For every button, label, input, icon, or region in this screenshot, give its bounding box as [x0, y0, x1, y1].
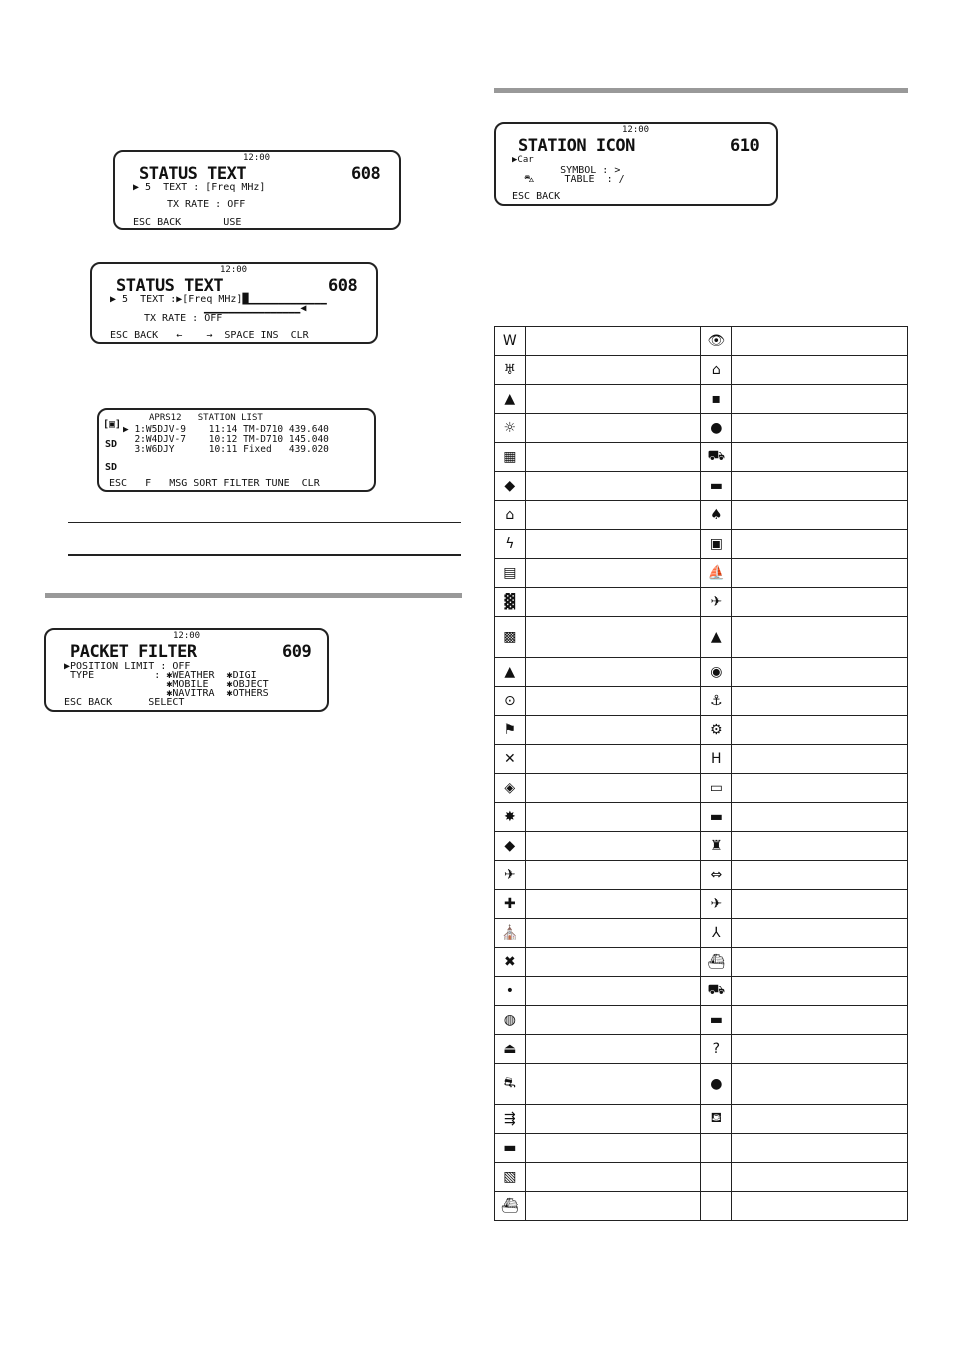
note-rule-bottom [68, 554, 461, 556]
softkey-row: ESC BACK ← → SPACE INS CLR [110, 330, 309, 341]
icon-right-icon [701, 1163, 732, 1192]
filter-line-4: ✱NAVITRA ✱OTHERS [64, 688, 269, 699]
softkey-row: ESC F MSG SORT FILTER TUNE CLR [109, 478, 320, 489]
table-row [495, 617, 908, 658]
clock: 12:00 [622, 125, 650, 135]
icon-name-right [732, 617, 908, 658]
note-rule-top [68, 522, 461, 523]
icon-name-right [732, 472, 908, 501]
icon-left-icon: ⏏ [495, 1035, 526, 1064]
menu-number: 609 [282, 642, 312, 662]
icon-name-left [525, 385, 701, 414]
icon-right-icon: ⛟ [701, 443, 732, 472]
icon-left-icon: ✖ [495, 948, 526, 977]
status-text-screen-2 [90, 262, 378, 344]
table-row [495, 530, 908, 559]
icon-name-left [525, 1192, 701, 1221]
side-icon-1: [▣] [103, 419, 122, 430]
icon-right-icon: ▭ [701, 774, 732, 803]
icon-left-icon: ✸ [495, 803, 526, 832]
table-row [495, 1163, 908, 1192]
icon-right-icon: ▬ [701, 803, 732, 832]
icon-name-right [732, 1035, 908, 1064]
icon-right-icon [701, 1192, 732, 1221]
icon-right-icon: ● [701, 414, 732, 443]
filter-line-2: TYPE : ✱WEATHER ✱DIGI [64, 670, 257, 681]
table-row [495, 1192, 908, 1221]
icon-name-right [732, 832, 908, 861]
icon-left-icon: W [495, 327, 526, 356]
icon-name-right [732, 327, 908, 356]
icon-left-icon: ▓ [495, 588, 526, 617]
table-row [495, 327, 908, 356]
icon-name-left [525, 443, 701, 472]
icon-name-left [525, 530, 701, 559]
icon-right-icon: ⛟ [701, 977, 732, 1006]
icon-name-right [732, 501, 908, 530]
table-row [495, 1134, 908, 1163]
table-row [495, 803, 908, 832]
icon-name-left [525, 687, 701, 716]
icon-right-icon: ⛾ [701, 1105, 732, 1134]
screen-title: STATUS TEXT [116, 276, 224, 296]
table-row [495, 716, 908, 745]
icon-name-left [525, 658, 701, 687]
icon-name-left [525, 745, 701, 774]
icon-name-right [732, 530, 908, 559]
table-row [495, 443, 908, 472]
icon-name-right [732, 1192, 908, 1221]
icon-right-icon: ⚙ [701, 716, 732, 745]
text-line: ▶ 5 TEXT : [Freq MHz] [133, 182, 266, 193]
icon-right-icon: ⇔ [701, 861, 732, 890]
icon-name-left [525, 617, 701, 658]
icon-right-icon: ⅄ [701, 919, 732, 948]
clock: 12:00 [220, 265, 248, 275]
side-icon-2: SD [105, 439, 118, 450]
icon-right-icon: ⛴ [701, 948, 732, 977]
icon-name-left [525, 1035, 701, 1064]
section-bar-left [45, 593, 462, 598]
icon-name-right [732, 414, 908, 443]
icon-name-right [732, 1105, 908, 1134]
icon-name-left [525, 803, 701, 832]
icon-name-left [525, 588, 701, 617]
icon-name-left [525, 414, 701, 443]
icon-name-left [525, 327, 701, 356]
icon-name-right [732, 687, 908, 716]
table-row [495, 472, 908, 501]
status-text-screen-1 [113, 150, 401, 230]
icon-table [494, 326, 908, 1221]
icon-left-icon: ▲ [495, 658, 526, 687]
station-row: 2:W4DJV-7 10:12 TM-D710 145.040 [123, 434, 329, 445]
icon-name-left [525, 1134, 701, 1163]
list-header: APRS12 STATION LIST [149, 413, 263, 423]
filter-line-1: ▶POSITION LIMIT : OFF [64, 661, 191, 672]
table-row [495, 861, 908, 890]
packet-filter-screen [44, 628, 329, 712]
table-row [495, 356, 908, 385]
station-row: 3:W6DJY 10:11 Fixed 439.020 [123, 444, 329, 455]
icon-name-left [525, 774, 701, 803]
icon-left-icon: • [495, 977, 526, 1006]
icon-name-right [732, 948, 908, 977]
icon-table-body [495, 327, 908, 1221]
table-row [495, 919, 908, 948]
icon-left-icon: ✕ [495, 745, 526, 774]
icon-name-left [525, 948, 701, 977]
screen-title: STATION ICON [518, 136, 635, 156]
icon-left-icon: ▲ [495, 385, 526, 414]
icon-name-right [732, 803, 908, 832]
table-line: ⛍ TABLE : / [512, 174, 625, 185]
icon-name-left [525, 356, 701, 385]
icon-left-icon: ⊙ [495, 687, 526, 716]
icon-left-icon: ✈ [495, 861, 526, 890]
icon-left-icon: ⛐ [495, 1064, 526, 1105]
icon-name-left [525, 919, 701, 948]
icon-left-icon: ▤ [495, 559, 526, 588]
icon-left-icon: ✚ [495, 890, 526, 919]
station-icon-screen [494, 122, 778, 206]
tx-rate-line: TX RATE : OFF [167, 199, 246, 210]
table-row [495, 1105, 908, 1134]
icon-right-icon: ● [701, 1064, 732, 1105]
icon-name-left [525, 1006, 701, 1035]
icon-name-right [732, 890, 908, 919]
icon-left-icon: ⇶ [495, 1105, 526, 1134]
menu-number: 610 [730, 136, 760, 156]
icon-name-right [732, 658, 908, 687]
icon-name-left [525, 977, 701, 1006]
icon-name-left [525, 1105, 701, 1134]
symbol-line: SYMBOL : > [512, 165, 621, 176]
icon-name-right [732, 559, 908, 588]
softkey-row: ESC BACK USE [133, 217, 242, 228]
icon-name-left [525, 716, 701, 745]
icon-right-icon: ▬ [701, 1006, 732, 1035]
side-icon-3: SD [105, 462, 118, 473]
table-row [495, 1064, 908, 1105]
clock: 12:00 [243, 153, 271, 163]
icon-left-icon: ◍ [495, 1006, 526, 1035]
icon-left-icon: ◆ [495, 472, 526, 501]
icon-right-icon: 👁 [701, 327, 732, 356]
icon-name-right [732, 1163, 908, 1192]
icon-name-left [525, 472, 701, 501]
icon-name-left [525, 832, 701, 861]
icon-left-icon: ⚑ [495, 716, 526, 745]
screen-title: STATUS TEXT [139, 164, 247, 184]
icon-name-right [732, 977, 908, 1006]
table-row [495, 1006, 908, 1035]
icon-name-right [732, 1064, 908, 1105]
icon-right-icon: ▲ [701, 617, 732, 658]
table-row [495, 948, 908, 977]
icon-right-icon: ? [701, 1035, 732, 1064]
icon-name-left [525, 861, 701, 890]
icon-right-icon: ▣ [701, 530, 732, 559]
icon-name-right [732, 716, 908, 745]
icon-left-icon: ⌂ [495, 501, 526, 530]
icon-left-icon: ▬ [495, 1134, 526, 1163]
table-row [495, 501, 908, 530]
screen-title: PACKET FILTER [70, 642, 197, 662]
table-row [495, 745, 908, 774]
icon-left-icon: ◆ [495, 832, 526, 861]
icon-name-left [525, 1163, 701, 1192]
icon-right-icon: ⛵ [701, 559, 732, 588]
icon-right-icon: ✈ [701, 890, 732, 919]
icon-name-right [732, 443, 908, 472]
icon-right-icon: ▬ [701, 472, 732, 501]
icon-name-left [525, 559, 701, 588]
icon-left-icon: ☼ [495, 414, 526, 443]
icon-name-left [525, 1064, 701, 1105]
icon-name-left [525, 501, 701, 530]
table-row [495, 1035, 908, 1064]
section-bar-right [494, 88, 908, 93]
icon-right-icon: ▪ [701, 385, 732, 414]
table-row [495, 774, 908, 803]
icon-name-right [732, 1134, 908, 1163]
icon-right-icon [701, 1134, 732, 1163]
icon-left-icon: ⛴ [495, 1192, 526, 1221]
text-line-continuation: ▁▁▁▁▁▁▁▁▁▁▁▁▁▁▁▁◀ [204, 303, 307, 314]
table-row [495, 832, 908, 861]
table-row [495, 559, 908, 588]
icon-name-right [732, 1006, 908, 1035]
icon-name-line: ▶Car [512, 155, 534, 165]
filter-line-3: ✱MOBILE ✱OBJECT [64, 679, 269, 690]
icon-right-icon: ⌂ [701, 356, 732, 385]
icon-left-icon: ♅ [495, 356, 526, 385]
icon-name-right [732, 356, 908, 385]
icon-left-icon: ◈ [495, 774, 526, 803]
station-row: ▶ 1:W5DJV-9 11:14 TM-D710 439.640 [123, 424, 329, 435]
menu-number: 608 [328, 276, 358, 296]
softkey-row: ESC BACK [512, 191, 561, 202]
icon-left-icon: ▩ [495, 617, 526, 658]
text-line: ▶ 5 TEXT :▶[Freq MHz]█▁▁▁▁▁▁▁▁▁▁▁▁▁ [110, 294, 327, 305]
icon-right-icon: ♠ [701, 501, 732, 530]
icon-name-right [732, 919, 908, 948]
softkey-row: ESC BACK SELECT [64, 697, 185, 708]
table-row [495, 977, 908, 1006]
icon-left-icon: ▧ [495, 1163, 526, 1192]
icon-right-icon: H [701, 745, 732, 774]
menu-number: 608 [351, 164, 381, 184]
tx-rate-line: TX RATE : OFF [144, 313, 223, 324]
icon-right-icon: ◉ [701, 658, 732, 687]
icon-name-right [732, 588, 908, 617]
icon-left-icon: ⛪ [495, 919, 526, 948]
icon-name-left [525, 890, 701, 919]
table-row [495, 890, 908, 919]
icon-right-icon: ♜ [701, 832, 732, 861]
clock: 12:00 [173, 631, 201, 641]
icon-name-right [732, 861, 908, 890]
table-row [495, 658, 908, 687]
station-list-screen [97, 408, 376, 492]
table-row [495, 385, 908, 414]
icon-name-right [732, 745, 908, 774]
icon-right-icon: ⚓ [701, 687, 732, 716]
icon-left-icon: ϟ [495, 530, 526, 559]
icon-left-icon: ▦ [495, 443, 526, 472]
icon-right-icon: ✈ [701, 588, 732, 617]
table-row [495, 687, 908, 716]
icon-name-right [732, 385, 908, 414]
icon-name-right [732, 774, 908, 803]
table-row [495, 588, 908, 617]
table-row [495, 414, 908, 443]
